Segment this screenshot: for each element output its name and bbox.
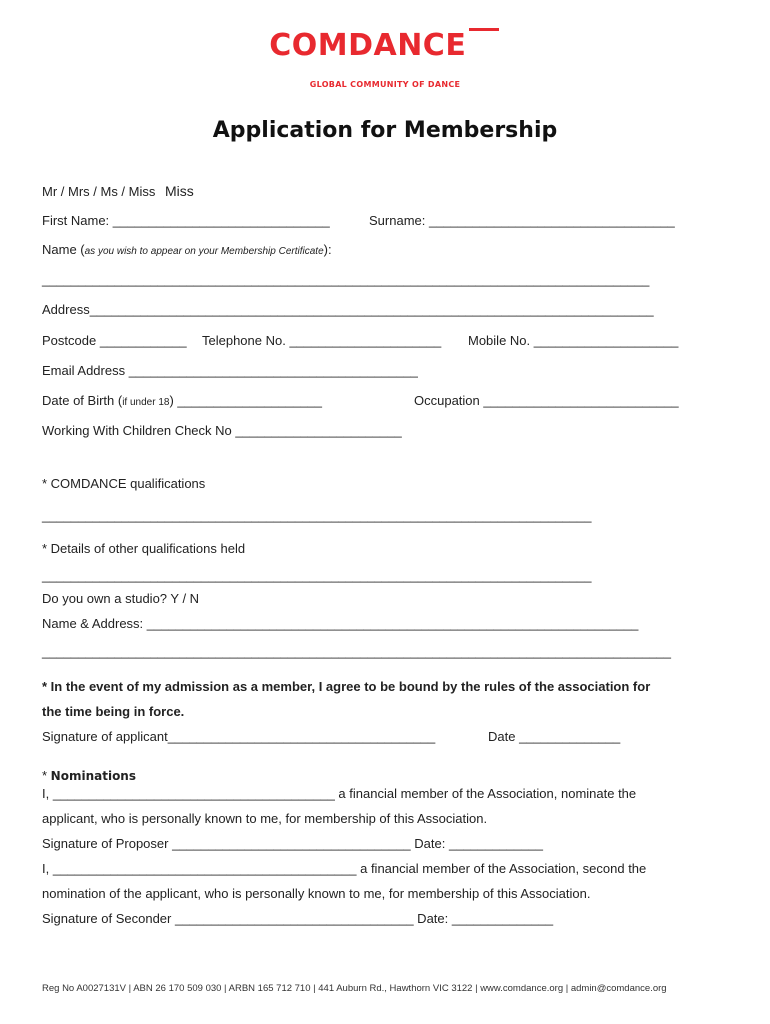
salutation-row [42, 183, 194, 199]
mobile-field[interactable]: Mobile No. ____________________ [468, 333, 679, 348]
certificate-name-label [42, 242, 332, 257]
salutation-value[interactable]: Miss [165, 183, 194, 199]
certificate-name-hint: as you wish to appear on your Membership Certificate [84, 246, 324, 257]
nominations-heading-star: * [42, 768, 51, 783]
salutation-label: Mr / Mrs / Ms / Miss [42, 184, 156, 199]
footer-text: Reg No A0027131V | ABN 26 170 509 030 | ARBN 165 712 710 | 441 Auburn Rd., Hawthorn VIC 3122 | www.comdance.org | admin@comdance.org [42, 983, 667, 994]
first-name-field[interactable]: First Name: ______________________________ [42, 213, 330, 228]
proposer-statement-1[interactable]: I, _______________________________________ a financial member of the Association, nominate the [42, 786, 637, 801]
postcode-field[interactable]: Postcode ____________ [42, 333, 187, 348]
certificate-name-field[interactable]: ____________________________________________________________________________________ [42, 272, 650, 287]
studio-address-line[interactable]: _______________________________________________________________________________________ [42, 644, 672, 659]
logo-tagline: GLOBAL COMMUNITY OF DANCE [309, 80, 461, 89]
other-qualifications-field[interactable]: ____________________________________________________________________________ [42, 568, 592, 583]
studio-question[interactable]: Do you own a studio? Y / N [42, 591, 200, 606]
seconder-statement-1[interactable]: I, __________________________________________ a financial member of the Association, second the [42, 861, 647, 876]
qualifications-label: * COMDANCE qualifications [42, 476, 206, 491]
email-field[interactable]: Email Address ________________________________________ [42, 363, 418, 378]
page-title: Application for Membership [212, 118, 558, 143]
dob-label-end: ) ____________________ [169, 393, 323, 408]
telephone-field[interactable]: Telephone No. _____________________ [202, 333, 442, 348]
logo-swoosh-icon [469, 27, 499, 33]
surname-field[interactable]: Surname: __________________________________ [369, 213, 675, 228]
proposer-statement-2: applicant, who is personally known to me, for membership of this Association. [42, 811, 488, 826]
wwcc-field[interactable]: Working With Children Check No _______________________ [42, 423, 402, 438]
nominations-heading-text: Nominations [50, 769, 136, 783]
agreement-text-1: * In the event of my admission as a member, I agree to be bound by the rules of the association for [42, 679, 651, 694]
qualifications-field[interactable]: ____________________________________________________________________________ [42, 508, 592, 523]
applicant-date-field[interactable]: Date ______________ [488, 729, 621, 744]
occupation-field[interactable]: Occupation ___________________________ [414, 393, 679, 408]
brand-logo [0, 28, 770, 63]
certificate-name-label-start: Name ( [42, 242, 85, 257]
studio-address-field[interactable]: Name & Address: ____________________________________________________________________ [42, 616, 639, 631]
applicant-signature-field[interactable]: Signature of applicant_____________________________________ [42, 729, 436, 744]
dob-label-start: Date of Birth ( [42, 393, 123, 408]
other-qualifications-label: * Details of other qualifications held [42, 541, 246, 556]
nominations-heading [42, 768, 136, 783]
agreement-text-2: the time being in force. [42, 704, 185, 719]
seconder-signature-field[interactable]: Signature of Seconder _________________________________ Date: ______________ [42, 911, 554, 926]
proposer-signature-field[interactable]: Signature of Proposer _________________________________ Date: _____________ [42, 836, 543, 851]
dob-hint: if under 18 [122, 397, 170, 408]
logo-wordmark: COMDANCE [269, 28, 467, 63]
dob-field[interactable] [42, 393, 322, 408]
address-field[interactable]: Address______________________________________________________________________________ [42, 302, 654, 317]
certificate-name-label-end: ): [323, 242, 332, 257]
seconder-statement-2: nomination of the applicant, who is personally known to me, for membership of this Association. [42, 886, 591, 901]
